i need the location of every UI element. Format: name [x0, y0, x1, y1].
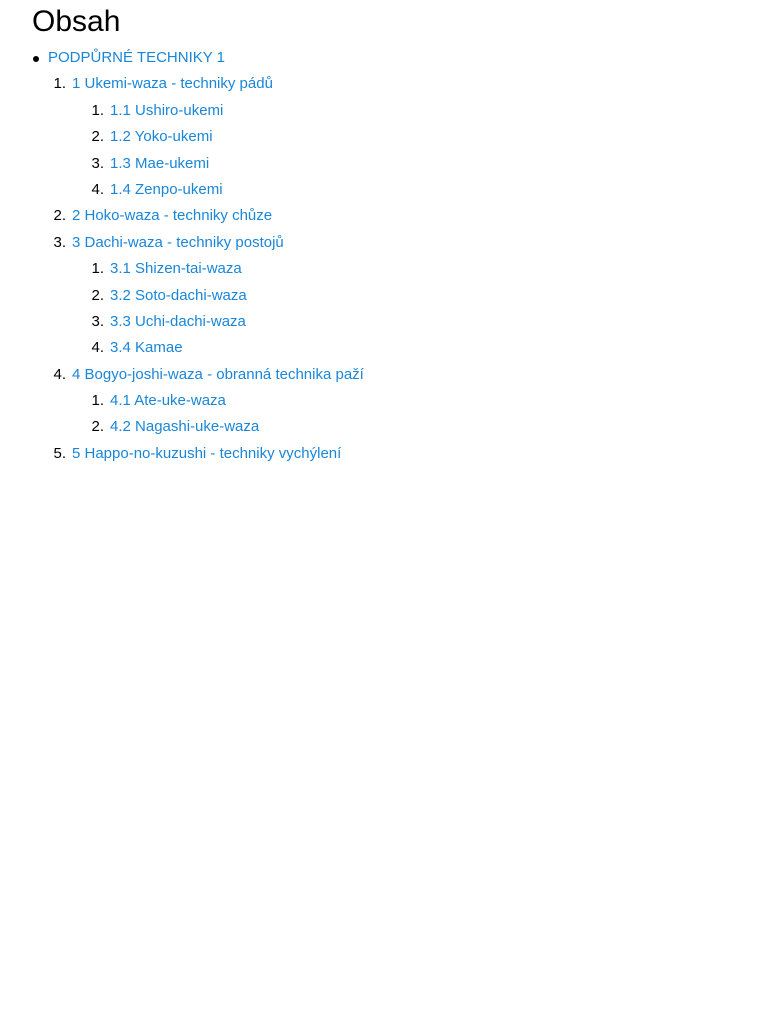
- list-number: 1.: [53, 75, 66, 93]
- toc-link-section-4[interactable]: 4 Bogyo-joshi-waza - obranná technika paží: [72, 365, 364, 383]
- toc-link-section-1-2[interactable]: 1.2 Yoko-ukemi: [110, 128, 213, 146]
- toc-link-section-1-1[interactable]: 1.1 Ushiro-ukemi: [110, 101, 224, 119]
- list-number: 1.: [91, 101, 104, 119]
- list-number: 3.: [91, 312, 104, 330]
- table-of-contents: [0, 45, 768, 467]
- toc-link-section-3-1[interactable]: 3.1 Shizen-tai-waza: [110, 260, 242, 278]
- toc-item: [0, 362, 768, 388]
- toc-link-section-3-2[interactable]: 3.2 Soto-dachi-waza: [110, 286, 247, 304]
- list-number: 1.: [91, 392, 104, 410]
- toc-link-section-3-3[interactable]: 3.3 Uchi-dachi-waza: [110, 312, 246, 330]
- toc-subitem: [0, 414, 768, 440]
- toc-link-podpurne-techniky[interactable]: PODPŮRNÉ TECHNIKY 1: [48, 49, 225, 66]
- toc-subitem: [0, 177, 768, 203]
- toc-link-section-1-3[interactable]: 1.3 Mae-ukemi: [110, 154, 210, 172]
- list-number: 5.: [53, 444, 66, 462]
- toc-link-section-1-4[interactable]: 1.4 Zenpo-ukemi: [110, 180, 223, 198]
- list-number: 2.: [53, 207, 66, 225]
- toc-subitem: [0, 151, 768, 177]
- list-number: 3.: [53, 233, 66, 251]
- list-number: 2.: [91, 418, 104, 436]
- toc-subitem: [0, 283, 768, 309]
- list-number: 4.: [91, 180, 104, 198]
- page-title: Obsah: [32, 5, 121, 38]
- list-number: 2.: [91, 128, 104, 146]
- toc-subitem: [0, 309, 768, 335]
- list-number: 2.: [91, 286, 104, 304]
- toc-link-section-3-4[interactable]: 3.4 Kamae: [110, 339, 183, 357]
- toc-link-section-4-1[interactable]: 4.1 Ate-uke-waza: [110, 392, 226, 410]
- toc-subitem: [0, 335, 768, 361]
- toc-link-section-5[interactable]: 5 Happo-no-kuzushi - techniky vychýlení: [72, 444, 342, 462]
- toc-item: [0, 441, 768, 467]
- toc-subitem: [0, 124, 768, 150]
- toc-link-section-2[interactable]: 2 Hoko-waza - techniky chůze: [72, 207, 273, 225]
- bullet-icon: [33, 56, 39, 62]
- toc-item: [0, 230, 768, 256]
- toc-top-item: [0, 45, 768, 71]
- list-number: 4.: [91, 339, 104, 357]
- list-number: 1.: [91, 260, 104, 278]
- toc-subitem: [0, 388, 768, 414]
- list-number: 4.: [53, 365, 66, 383]
- toc-item: [0, 203, 768, 229]
- toc-link-section-4-2[interactable]: 4.2 Nagashi-uke-waza: [110, 418, 260, 436]
- toc-link-section-3[interactable]: 3 Dachi-waza - techniky postojů: [72, 233, 284, 251]
- toc-item: [0, 71, 768, 97]
- toc-link-section-1[interactable]: 1 Ukemi-waza - techniky pádů: [72, 75, 273, 93]
- list-number: 3.: [91, 154, 104, 172]
- toc-subitem: [0, 256, 768, 282]
- toc-subitem: [0, 98, 768, 124]
